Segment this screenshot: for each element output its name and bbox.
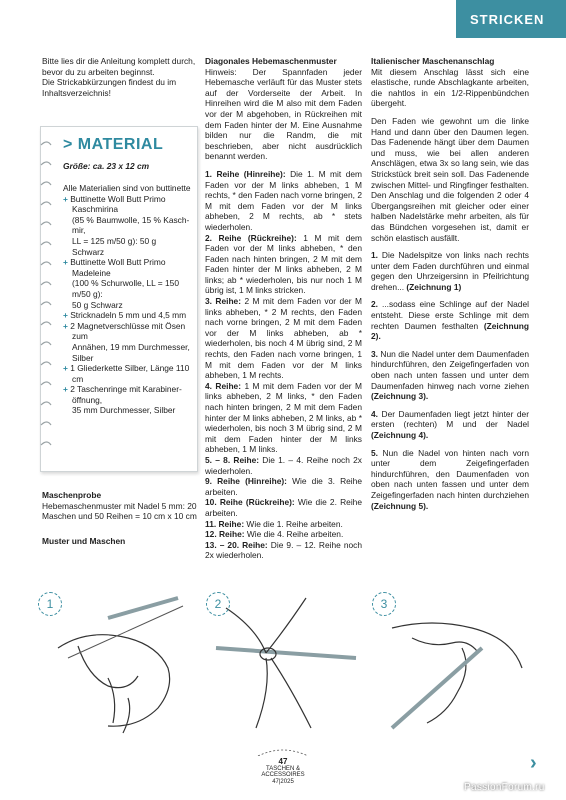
pattern-row xyxy=(205,381,362,455)
step-number: 5. xyxy=(371,447,378,458)
footer-line: TASCHEN & xyxy=(266,765,300,772)
cast-on-step xyxy=(371,409,529,441)
material-item: + 1 Gliederkette Silber, Länge 110 xyxy=(63,363,190,374)
row-label: 9. Reihe (Hinreihe): xyxy=(205,476,287,487)
step-text: Die Nadelspitze von links nach rechts unter dem Faden durchführen und einmal gegen den Uhrzeigersinn in Pfeilrichtung drehen... xyxy=(371,250,529,292)
footer-arc-icon xyxy=(256,748,310,756)
cast-on-step xyxy=(371,299,529,341)
plus-icon: + xyxy=(63,257,71,268)
pattern-rows xyxy=(205,169,362,561)
step-drawing-ref: (Zeichnung 3). xyxy=(371,391,429,402)
plus-icon: + xyxy=(63,193,71,204)
cast-on-step xyxy=(371,448,529,512)
step-number: 1. xyxy=(371,250,378,261)
material-item: + 2 Magnetverschlüsse mit Ösen xyxy=(63,320,186,331)
step-text: Nun die Nadel von hinten nach vorn unter dem Zeigefingerfaden hindurchführen, den Daumenfaden von oben nach unten fassen und unter dem Zeigefingerfaden nach hinten durchziehen xyxy=(371,447,529,500)
pattern-row xyxy=(205,296,362,381)
page-footer xyxy=(256,748,310,786)
knitting-hand-icon xyxy=(38,588,198,738)
pattern-row xyxy=(205,476,362,497)
page-number: 47 xyxy=(278,756,288,766)
row-text: Wie die 1. Reihe arbeiten. xyxy=(244,518,343,529)
pattern-row xyxy=(205,497,362,518)
step-drawing-ref: (Zeichnung 5). xyxy=(371,500,429,511)
material-size: Größe: ca. 23 x 12 cm xyxy=(63,161,150,171)
material-item: Alle Materialien sind von buttinette xyxy=(63,183,191,193)
material-item: mir, xyxy=(72,225,86,236)
pattern-title: Diagonales Hebemaschenmuster xyxy=(205,56,337,66)
pattern-row xyxy=(205,519,362,530)
material-item: m/50 g): xyxy=(72,288,103,299)
material-list xyxy=(63,183,193,416)
step-text: ...sodass eine Schlinge auf der Nadel entsteht. Diese erste Schlinge mit dem rechten Daumen festhalten xyxy=(371,299,529,331)
row-text: 2 M mit dem Faden vor der M links abheben, * 2 M rechts, den Faden nach vorne bringen, 2 M mit dem Faden vor der M links abheben, ab * wiederholen, bis noch 4 M übrig sind, 2 M rechts, den Faden nach vorne bringen, 1 M mit dem Faden vor der M links abheben, 1 M rechts. xyxy=(205,296,362,381)
row-label: 4. Reihe: xyxy=(205,380,242,391)
row-text: Wie die 4. Reihe arbeiten. xyxy=(244,529,344,540)
row-label: 2. Reihe (Rückreihe): xyxy=(205,232,297,243)
intro-line: Die Strickabkürzungen findest du im Inhaltsverzeichnis! xyxy=(42,77,177,98)
material-item: (85 % Baumwolle, 15 % Kasch- xyxy=(72,214,190,225)
material-item: Kaschmirina xyxy=(72,204,119,215)
drawing-3 xyxy=(372,588,532,738)
plus-icon: + xyxy=(63,384,71,395)
cast-on-intro-2: Den Faden wie gewohnt um die linke Hand und dann über den Daumen legen. Das Fadenende hängt über dem Daumen und muss, wie bei allen anderen Anschlägen, etwa 3x so lang sein, wie das Strickstück breit sein soll. Das Fadenende zwischen Mittel- und Ringfinger festhalten. Den Anschlag und die folgenden 2 oder 4 Übergangsreihen mit gleicher oder einer halben Nadelstärke mehr arbeiten, als für das Bündchen vorgesehen ist, damit er schön elastisch ausfällt. xyxy=(371,115,529,243)
binder-rings-icon xyxy=(35,127,55,471)
row-label: 12. Reihe: xyxy=(205,529,245,540)
material-card xyxy=(40,126,198,472)
material-item: Schwarz xyxy=(72,246,105,257)
material-item: LL = 125 m/50 g): 50 g xyxy=(72,235,157,246)
material-item: + Buttinette Woll Butt Primo xyxy=(63,257,166,268)
step-text: Nun die Nadel unter dem Daumenfaden hindurchführen, den Zeigefingerfaden von oben nach unten fassen und unter dem Daumenfaden hinweg nach vorne ziehen xyxy=(371,348,529,391)
row-label: 10. Reihe (Rückreihe): xyxy=(205,497,295,508)
row-label: 13. – 20. Reihe: xyxy=(205,539,268,550)
cast-on-step xyxy=(371,250,529,292)
material-item: + Buttinette Woll Butt Primo xyxy=(63,193,166,204)
material-item: 50 g Schwarz xyxy=(72,299,123,310)
material-item: Silber xyxy=(72,352,94,363)
step-drawing-ref: (Zeichnung 4). xyxy=(371,430,429,440)
row-text: Die 1. M mit dem Faden vor der M links abheben, 1 M rechts, * den Faden nach vorne bringen, 2 M mit dem Faden vor der M links abheben, 2 M rechts, ab * stets wiederholen. xyxy=(205,168,362,232)
drawing-1 xyxy=(38,588,198,738)
plus-icon: + xyxy=(63,320,71,331)
material-item: cm xyxy=(72,373,84,384)
intro-line: Bitte lies dir die Anleitung komplett durch, bevor du zu arbeiten beginnst. xyxy=(42,56,196,77)
drawing-number: 2 xyxy=(206,592,230,616)
pattern-row xyxy=(205,455,362,476)
drawing-2 xyxy=(206,588,366,738)
pattern-row xyxy=(205,169,362,233)
row-label: 11. Reihe: xyxy=(205,518,245,529)
step-number: 2. xyxy=(371,299,378,310)
row-text: Wie die 2. Reihe arbeiten. xyxy=(205,497,362,518)
drawing-number: 3 xyxy=(372,592,396,616)
pattern-row xyxy=(205,529,362,540)
plus-icon: + xyxy=(63,310,71,321)
material-item: + Stricknadeln 5 mm und 4,5 mm xyxy=(63,310,187,321)
row-text: 1 M mit dem Faden vor der M links abheben, * den Faden nach hinten bringen, 2 M mit dem Faden hinter der M links abheben, 2 M links; ab * wiederholen, bis nur noch 1 M übrig ist, 1 M links stricken. xyxy=(205,232,363,296)
needle-loop-icon xyxy=(206,588,366,738)
material-item: öffnung, xyxy=(72,394,103,405)
pattern-note: Hinweis: Der Spannfaden jeder Hebemasche verläuft für das Muster stets auf der Vorderseite der Arbeit. In Hinreihen wird die M also mit dem Faden vor der M abgehoben, in Rückreihen mit dem Faden hinter der M. Eine Ausnahme bilden nur die Randm, die mit beschrieben, aber nicht ausdrücklich benannt werden. xyxy=(205,66,362,162)
material-item: Madeleine xyxy=(72,267,111,278)
row-text: Wie die 3. Reihe arbeiten. xyxy=(205,476,362,497)
step-drawing-ref: (Zeichnung 1) xyxy=(406,281,462,292)
material-item: 35 mm Durchmesser, Silber xyxy=(72,405,176,416)
pattern-row xyxy=(205,540,362,561)
gauge-section xyxy=(42,490,202,546)
material-item: (100 % Schurwolle, LL = 150 xyxy=(72,278,180,289)
gauge-title: Maschenprobe xyxy=(42,490,102,500)
step-text: Der Daumenfaden liegt jetzt hinter der ersten (rechten) M und der Nadel xyxy=(371,408,529,430)
material-item: zum xyxy=(72,331,88,342)
watermark: PassionForum.ru xyxy=(464,782,545,793)
row-text: Die 9. – 12. Reihe noch 2x wiederholen. xyxy=(205,539,362,561)
step-drawing-ref: (Zeichnung 2). xyxy=(371,320,529,342)
chevron-right-icon[interactable]: › xyxy=(530,752,537,774)
footer-issue: 47|2025 xyxy=(272,779,294,786)
row-label: 1. Reihe (Hinreihe): xyxy=(205,168,286,179)
gauge-text: Hebemaschenmuster mit Nadel 5 mm: 20 Maschen und 50 Reihen = 10 cm x 10 cm xyxy=(42,500,197,522)
plus-icon: + xyxy=(63,363,71,374)
row-label: 3. Reihe: xyxy=(205,296,242,307)
step-number: 3. xyxy=(371,348,378,359)
row-text: Die 1. – 4. Reihe noch 2x wiederholen. xyxy=(205,454,362,476)
section-tab: STRICKEN xyxy=(456,0,566,38)
row-text: 1 M mit dem Faden vor der M links abheben, 2 M links, * den Faden nach hinten bringen, 2 M mit dem Faden hinter der M links abheben, 2 M links, ab * wiederholen, bis noch 3 M übrig sind, 2 M mit dem Faden hinter der M links abheben, 1 M links. xyxy=(205,380,362,455)
drawing-number: 1 xyxy=(38,592,62,616)
cast-on-title: Italienischer Maschenanschlag xyxy=(371,56,495,66)
thumb-finger-icon xyxy=(372,588,532,738)
row-label: 5. – 8. Reihe: xyxy=(205,454,260,465)
material-item: + 2 Taschenringe mit Karabiner- xyxy=(63,384,182,395)
stitches-title: Muster und Maschen xyxy=(42,535,126,546)
material-item: Annähen, 19 mm Durchmesser, xyxy=(72,341,190,352)
cast-on-column xyxy=(371,56,529,518)
pattern-row xyxy=(205,233,362,297)
cast-on-intro: Mit diesem Anschlag lässt sich eine elastische, runde Abschlagkante arbeiten, die nahtlos in ein 1/2-Rippenbündchen übergeht. xyxy=(371,66,529,109)
intro-text xyxy=(42,56,200,98)
cast-on-step xyxy=(371,349,529,402)
material-title: > MATERIAL xyxy=(63,136,164,153)
step-number: 4. xyxy=(371,408,378,419)
footer-line: ACCESSOIRES xyxy=(261,772,305,779)
cast-on-steps xyxy=(371,250,529,511)
pattern-column xyxy=(205,56,362,561)
